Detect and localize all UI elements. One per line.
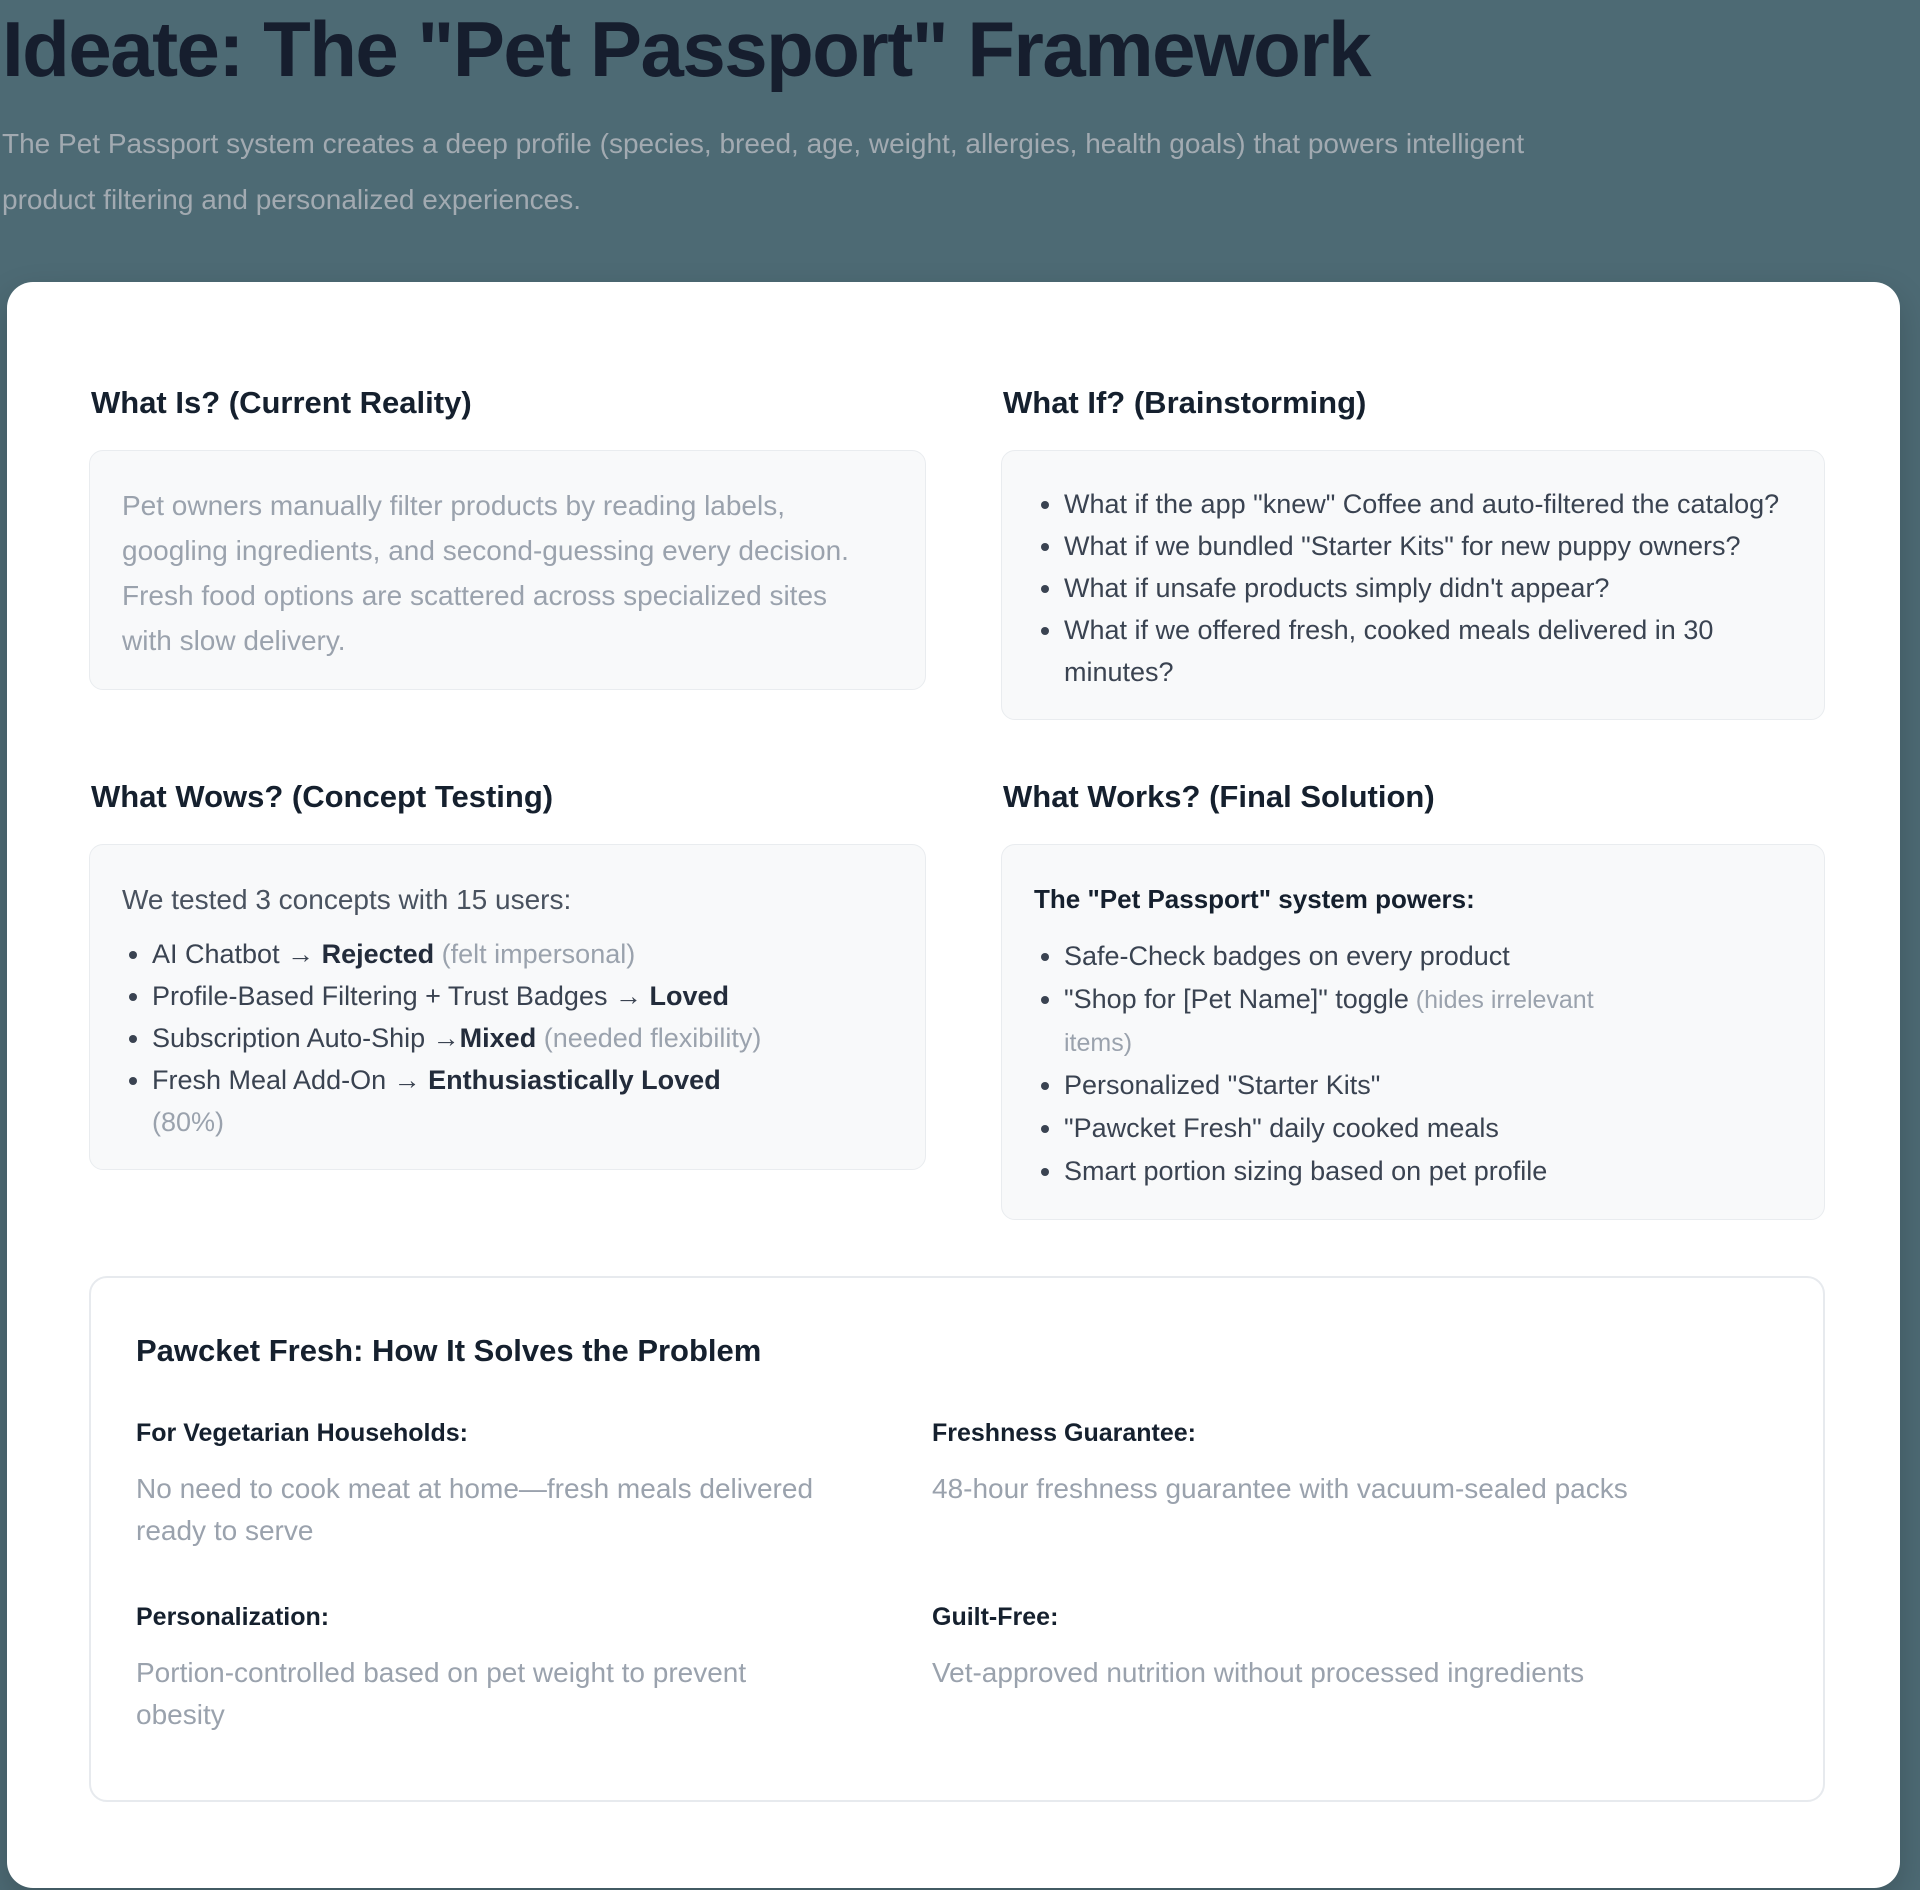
pf-item-vegetarian: [136, 1416, 886, 1552]
pawcket-fresh-title: Pawcket Fresh: How It Solves the Problem: [136, 1333, 762, 1368]
list-item: • What if unsafe products simply didn't appear?: [1064, 567, 1784, 609]
what-wows-box: [89, 844, 926, 1170]
section-what-is: [89, 382, 926, 690]
what-works-intro: The "Pet Passport" system powers:: [1034, 884, 1475, 914]
concept-label: Subscription Auto-Ship →: [152, 1023, 460, 1053]
feature-label: Personalized "Starter Kits": [1064, 1070, 1381, 1100]
what-is-box: [89, 450, 926, 690]
concept-label: Profile-Based Filtering + Trust Badges →: [152, 981, 650, 1011]
verdict-note: (80%): [152, 1107, 225, 1137]
list-item: [1064, 978, 1664, 1064]
section-what-wows: [89, 776, 926, 1170]
list-item: [152, 1059, 767, 1143]
what-if-heading: What If? (Brainstorming): [1003, 385, 1367, 420]
what-works-box: [1001, 844, 1825, 1220]
concept-label: AI Chatbot →: [152, 939, 322, 969]
list-item: [1064, 1064, 1664, 1107]
pf-item-label: Guilt-Free:: [932, 1603, 1059, 1631]
verdict-note: (needed flexibility): [536, 1023, 762, 1053]
pf-item-text: No need to cook meat at home—fresh meals delivered ready to serve: [136, 1473, 814, 1546]
list-item: • What if the app "knew" Coffee and auto-filtered the catalog?: [1064, 483, 1784, 525]
pf-item-guilt-free: [932, 1600, 1773, 1736]
content-card: [7, 282, 1900, 1888]
feature-label: Smart portion sizing based on pet profile: [1064, 1156, 1548, 1186]
verdict-label: Enthusiastically Loved: [428, 1065, 721, 1095]
list-item: [152, 975, 767, 1017]
feature-label: "Shop for [Pet Name]" toggle: [1064, 984, 1409, 1014]
what-wows-heading: What Wows? (Concept Testing): [91, 779, 554, 814]
verdict-label: Loved: [649, 981, 729, 1011]
verdict-label: Mixed: [459, 1023, 537, 1053]
verdict-note: (felt impersonal): [434, 939, 636, 969]
what-is-body: Pet owners manually filter products by reading labels, googling ingredients, and second-guessing every decision. Fresh food options are scattered across specialized sites with slow delivery.: [122, 490, 849, 656]
what-works-list: [1034, 935, 1784, 1193]
pf-item-label: For Vegetarian Households:: [136, 1419, 469, 1447]
feature-note: (hides irrelevant items): [1064, 986, 1594, 1057]
pawcket-fresh-card: [89, 1276, 1825, 1802]
pf-item-label: Personalization:: [136, 1603, 330, 1631]
pf-item-personalization: [136, 1600, 886, 1736]
pf-item-text: 48-hour freshness guarantee with vacuum-sealed packs: [932, 1473, 1628, 1504]
concept-label: Fresh Meal Add-On →: [152, 1065, 429, 1095]
what-is-heading: What Is? (Current Reality): [91, 385, 472, 420]
list-item: [152, 1017, 767, 1059]
pf-item-label: Freshness Guarantee:: [932, 1419, 1196, 1447]
what-wows-intro: We tested 3 concepts with 15 users:: [122, 884, 572, 915]
list-item: [1064, 1107, 1664, 1150]
framework-grid: [89, 382, 1825, 1220]
page-title: Ideate: The "Pet Passport" Framework: [2, 5, 1371, 93]
what-wows-list: [122, 933, 885, 1143]
pf-item-freshness: [932, 1416, 1773, 1552]
section-what-works: [1001, 776, 1825, 1220]
page-subtitle: The Pet Passport system creates a deep profile (species, breed, age, weight, allergies, health goals) that powers intelligent product filtering and personalized experiences.: [2, 128, 1525, 215]
list-item: [152, 933, 767, 975]
what-if-box: [1001, 450, 1825, 720]
what-works-heading: What Works? (Final Solution): [1003, 779, 1435, 814]
verdict-label: Rejected: [321, 939, 435, 969]
list-item: [1064, 1150, 1664, 1193]
list-item: • What if we bundled "Starter Kits" for new puppy owners?: [1064, 525, 1784, 567]
section-what-if: [1001, 382, 1825, 720]
list-item: [1064, 935, 1664, 978]
what-if-list: [1034, 483, 1784, 693]
pf-item-text: Portion-controlled based on pet weight to prevent obesity: [136, 1657, 747, 1730]
feature-label: "Pawcket Fresh" daily cooked meals: [1064, 1113, 1499, 1143]
feature-label: Safe-Check badges on every product: [1064, 941, 1510, 971]
list-item: • What if we offered fresh, cooked meals delivered in 30 minutes?: [1064, 609, 1784, 693]
pawcket-fresh-grid: [136, 1416, 1773, 1736]
page-header: [0, 0, 1920, 228]
pf-item-text: Vet-approved nutrition without processed ingredients: [932, 1657, 1585, 1688]
